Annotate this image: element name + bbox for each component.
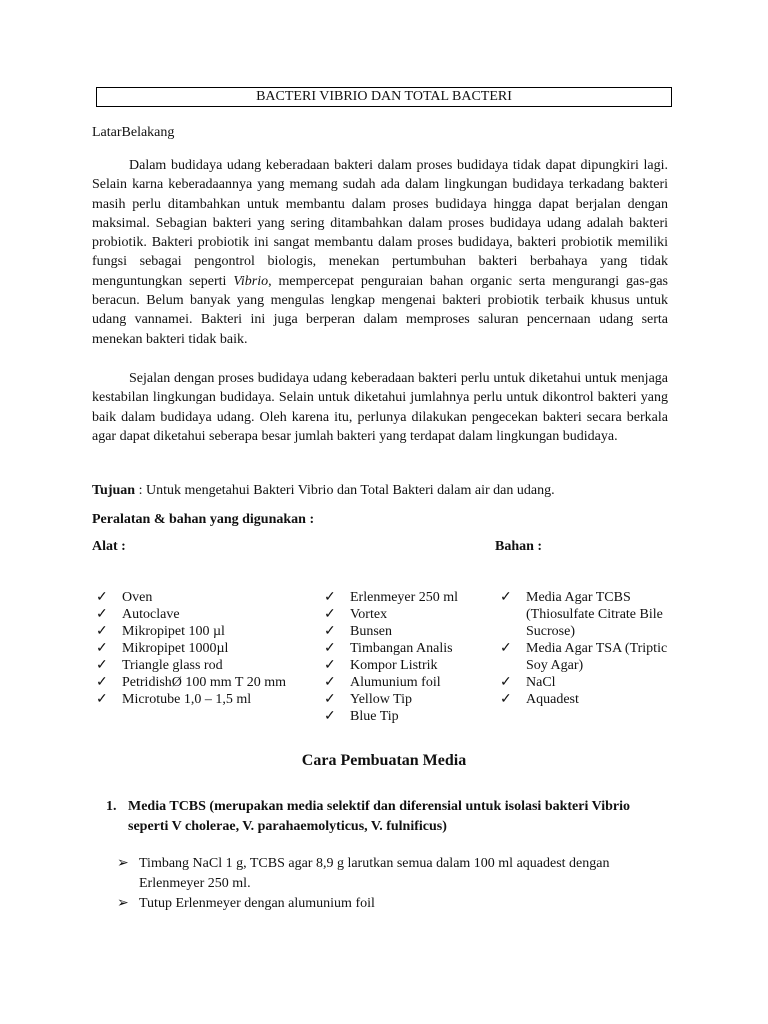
list-item: ✓ Media Agar TSA (Triptic Soy Agar) [500, 641, 668, 673]
paragraph-2 [92, 369, 668, 446]
tujuan-label: Tujuan [92, 483, 136, 498]
list-item: ✓ Kompor Listrik [324, 658, 438, 673]
bahan-heading: Bahan : [495, 539, 543, 554]
checkmark-icon: ✓ [96, 692, 108, 707]
checkmark-icon: ✓ [96, 675, 108, 690]
checkmark-icon: ✓ [324, 624, 336, 639]
list-item: ✓ Microtube 1,0 – 1,5 ml [96, 692, 252, 707]
step-1-number: 1. [106, 799, 117, 814]
step-1-text: Media TCBS (merupakan media selektif dan diferensial untuk isolasi bakteri Vibrio seperti V cholerae, V. parahaemolyticus, V. fulnificus) [128, 799, 630, 834]
checkmark-icon: ✓ [500, 590, 512, 605]
list-item: ✓ Triangle glass rod [96, 658, 223, 673]
checkmark-icon: ✓ [500, 675, 512, 690]
paragraph-1 [92, 156, 668, 349]
list-item: ✓ Oven [96, 590, 153, 605]
paragraph-2-text: Sejalan dengan proses budidaya udang keberadaan bakteri perlu untuk diketahui untuk menjaga kestabilan lingkungan budidaya. Selain untuk diketahui jumlahnya perlu untuk dikontrol bakteri yang baik dalam budidaya udang. Oleh karena itu, perlunya dilakukan pengecekan bakteri secara berkala agar dapat diketahui seberapa besar jumlah bakteri yang terdapat dalam lingkungan budidaya. [92, 371, 668, 444]
list-item: ✓ Autoclave [96, 607, 180, 622]
checkmark-icon: ✓ [96, 590, 108, 605]
alat-list-column-2 [324, 589, 494, 725]
list-item: ✓ PetridishØ 100 mm T 20 mm [96, 675, 286, 690]
list-item: ✓ NaCl [500, 675, 556, 690]
arrow-bullet-icon: ➢ [117, 856, 129, 871]
list-item: ✓ Erlenmeyer 250 ml [324, 590, 459, 605]
checkmark-icon: ✓ [324, 692, 336, 707]
peralatan-heading: Peralatan & bahan yang digunakan : [92, 512, 315, 527]
arrow-bullet-icon: ➢ [117, 896, 129, 911]
list-item: ✓ Timbangan Analis [324, 641, 453, 656]
list-item: ➢ Timbang NaCl 1 g, TCBS agar 8,9 g larutkan semua dalam 100 ml aquadest dengan Erlenmeyer 250 ml. [117, 856, 610, 891]
checkmark-icon: ✓ [96, 641, 108, 656]
checkmark-icon: ✓ [324, 675, 336, 690]
checkmark-icon: ✓ [96, 607, 108, 622]
document-title: BACTERI VIBRIO DAN TOTAL BACTERI [96, 87, 672, 107]
list-item: ✓ Vortex [324, 607, 388, 622]
paragraph-1-text: Dalam budidaya udang keberadaan bakteri dalam proses budidaya tidak dapat dipungkiri lagi. Selain karna keberadaannya yang memang sudah ada dalam lingkungan budidaya terkadang bakteri masih perlu ditambahkan untuk membantu dalam proses budidaya hingga dapat berjalan dengan maksimal. Sebagian bakteri yang sering ditambahkan dalam proses budidaya udang adalah bakteri probiotik. Bakteri probiotik ini sangat membantu dalam proses budidaya, bakteri probiotik memiliki fungsi sebagai pengontrol biologis, menekan pertumbuhan bakteri berbahaya yang tidak menguntungkan seperti [92, 158, 668, 289]
checkmark-icon: ✓ [500, 641, 512, 656]
checkmark-icon: ✓ [324, 658, 336, 673]
checkmark-icon: ✓ [96, 624, 108, 639]
checkmark-icon: ✓ [324, 709, 336, 724]
paragraph-1-italic: Vibrio [233, 273, 269, 289]
list-item: ✓ Media Agar TCBS (Thiosulfate Citrate Bile Sucrose) [500, 590, 663, 639]
cara-pembuatan-heading: Cara Pembuatan Media [301, 752, 467, 769]
checkmark-icon: ✓ [500, 692, 512, 707]
checkmark-icon: ✓ [324, 590, 336, 605]
section-heading-latar-belakang: LatarBelakang [92, 125, 175, 140]
list-item: ✓ Mikropipet 1000µl [96, 641, 229, 656]
list-item: ✓ Yellow Tip [324, 692, 413, 707]
paragraph-1-rest: , mempercepat penguraian bahan organic serta mengurangi gas-gas beracun. Belum banyak yang mengulas lengkap mengenai bakteri probiotik terbaik khusus untuk udang vannamei. Bakteri ini juga berperan dalam memproses saluran pencernaan udang serta menekan bakteri tidak baik. [92, 273, 669, 347]
list-item: ➢ Tutup Erlenmeyer dengan alumunium foil [117, 894, 672, 914]
tujuan-line [92, 483, 555, 499]
list-item: ✓ Alumunium foil [324, 675, 441, 690]
tujuan-text: : Untuk mengetahui Bakteri Vibrio dan Total Bakteri dalam air dan udang. [135, 483, 555, 498]
step-1-instructions [117, 854, 672, 914]
alat-heading: Alat : [92, 539, 126, 554]
list-item: ✓ Bunsen [324, 624, 392, 639]
list-item: ✓ Blue Tip [324, 709, 399, 724]
list-item: ✓ Aquadest [500, 692, 579, 707]
checkmark-icon: ✓ [96, 658, 108, 673]
list-item: ✓ Mikropipet 100 µl [96, 624, 225, 639]
checkmark-icon: ✓ [324, 641, 336, 656]
checkmark-icon: ✓ [324, 607, 336, 622]
alat-list-column-1 [96, 589, 316, 708]
bahan-list [500, 589, 675, 708]
step-1 [106, 797, 666, 837]
